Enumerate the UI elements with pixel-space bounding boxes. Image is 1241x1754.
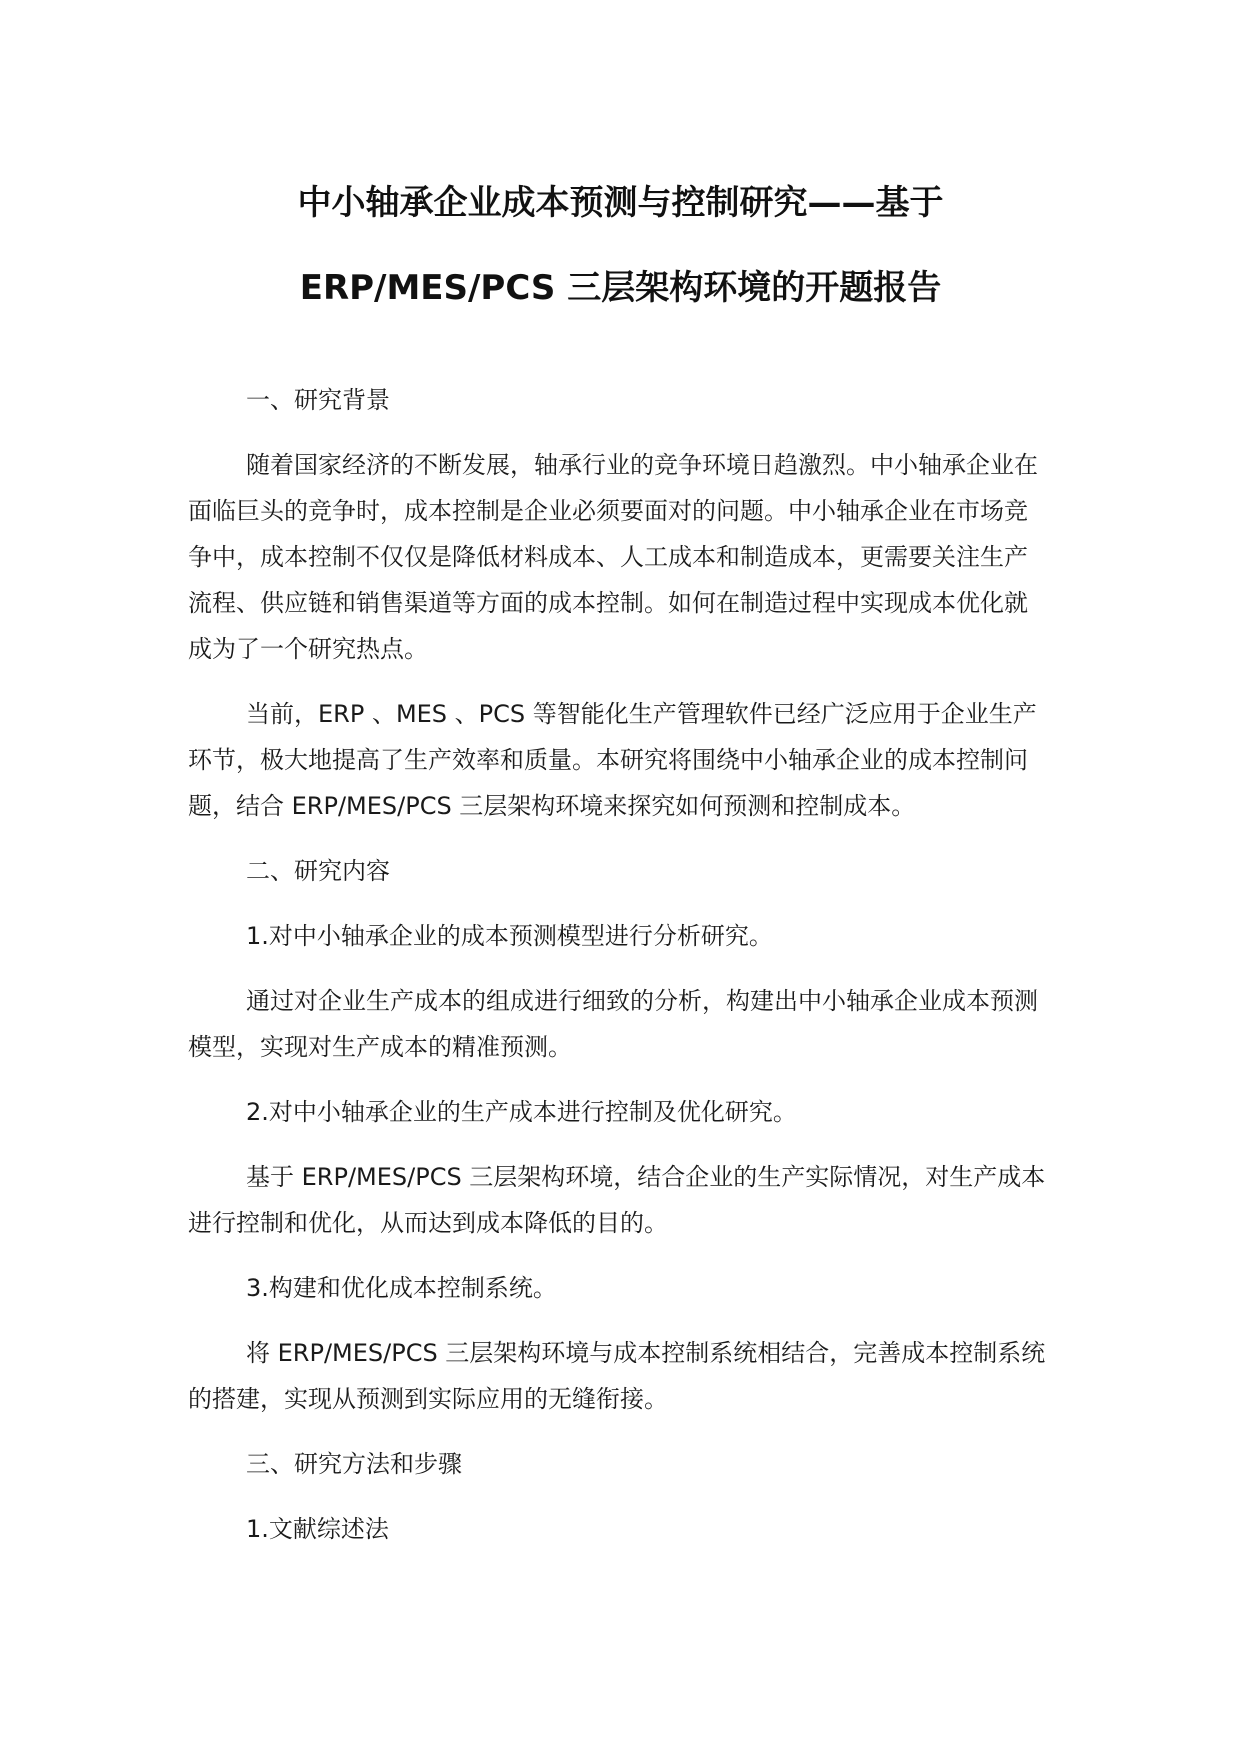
- section-heading-background: 一、研究背景: [246, 386, 390, 414]
- content-item-1-body: 通过对企业生产成本的组成进行细致的分析，构建出中小轴承企业成本预测模型，实现对生产成本的精准预测。: [188, 987, 1038, 1061]
- paragraph-background-2: 当前，ERP 、MES 、PCS 等智能化生产管理软件已经广泛应用于企业生产环节，极大地提高了生产效率和质量。本研究将围绕中小轴承企业的成本控制问题，结合 ERP/MES/PCS 三层架构环境来探究如何预测和控制成本。: [188, 700, 1037, 820]
- section-heading-content: 二、研究内容: [246, 857, 390, 885]
- content-item-3-title: 3.构建和优化成本控制系统。: [246, 1274, 557, 1302]
- paragraph-background-1: 随着国家经济的不断发展，轴承行业的竞争环境日趋激烈。中小轴承企业在面临巨头的竞争时，成本控制是企业必须要面对的问题。中小轴承企业在市场竞争中，成本控制不仅仅是降低材料成本、人工成本和制造成本，更需要关注生产流程、供应链和销售渠道等方面的成本控制。如何在制造过程中实现成本优化就成为了一个研究热点。: [188, 451, 1038, 663]
- document-title-line-1: 中小轴承企业成本预测与控制研究——基于: [297, 183, 944, 223]
- document-title-line-2: ERP/MES/PCS 三层架构环境的开题报告: [299, 268, 942, 308]
- method-item-1-title: 1.文献综述法: [246, 1515, 389, 1543]
- section-heading-methods: 三、研究方法和步骤: [246, 1450, 462, 1478]
- document-body: [188, 377, 1048, 1571]
- content-item-2-body: 基于 ERP/MES/PCS 三层架构环境，结合企业的生产实际情况，对生产成本进行控制和优化，从而达到成本降低的目的。: [188, 1163, 1046, 1237]
- content-item-1-title: 1.对中小轴承企业的成本预测模型进行分析研究。: [246, 922, 773, 950]
- content-item-3-body: 将 ERP/MES/PCS 三层架构环境与成本控制系统相结合，完善成本控制系统的搭建，实现从预测到实际应用的无缝衔接。: [188, 1339, 1046, 1413]
- content-item-2-title: 2.对中小轴承企业的生产成本进行控制及优化研究。: [246, 1098, 797, 1126]
